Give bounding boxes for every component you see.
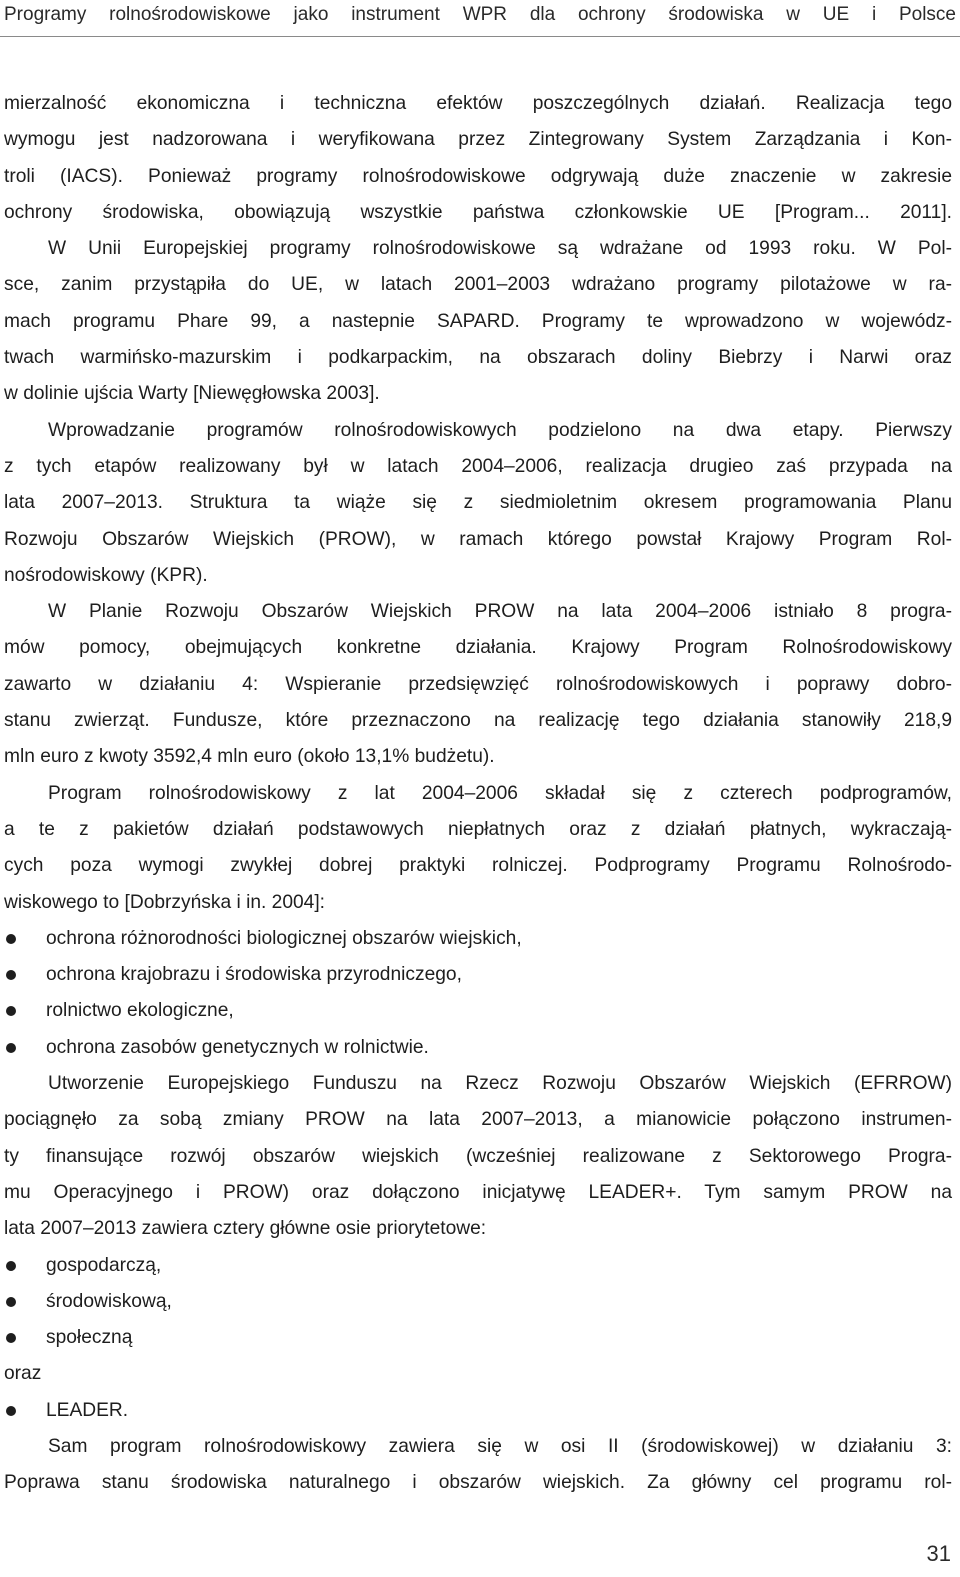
text-line: Program rolnośrodowiskowy z lat 2004–2006 składał się z czterech podprogramów, bbox=[48, 782, 952, 804]
text-line: troli (IACS). Ponieważ programy rolnośrodowiskowe odgrywają duże znaczenie w zakresie bbox=[4, 165, 952, 187]
text-line: lata 2007–2013 zawiera cztery główne osie priorytetowe: bbox=[4, 1218, 487, 1240]
running-header bbox=[0, 0, 960, 37]
text-line: mów pomocy, obejmujących konkretne działania. Krajowy Program Rolnośrodowiskowy bbox=[4, 637, 952, 659]
bullet-item: rolnictwo ekologiczne, bbox=[4, 993, 952, 1029]
text-line: z tych etapów realizowany był w latach 2004–2006, realizacja drugieo zaś przypada na bbox=[4, 455, 952, 477]
text-line: nośrodowiskowy (KPR). bbox=[4, 564, 208, 586]
text-line: a te z pakietów działań podstawowych niepłatnych oraz z działań płatnych, wykraczają- bbox=[4, 818, 952, 840]
text-line: mach programu Phare 99, a nastepnie SAPARD. Programy te wprowadzono w wojewódz- bbox=[4, 310, 952, 332]
bullet-item: społeczną bbox=[4, 1320, 952, 1356]
bullet-item: LEADER. bbox=[4, 1393, 952, 1429]
text-line: Poprawa stanu środowiska naturalnego i obszarów wiejskich. Za główny cel programu rol- bbox=[4, 1472, 952, 1494]
text-line: ty finansujące rozwój obszarów wiejskich (wcześniej realizowane z Sektorowego Progra- bbox=[4, 1145, 952, 1167]
text-line: Sam program rolnośrodowiskowy zawiera się w osi II (środowiskowej) w działaniu 3: bbox=[48, 1435, 952, 1457]
text-line: W Unii Europejskiej programy rolnośrodowiskowe są wdrażane od 1993 roku. W Pol- bbox=[48, 238, 952, 260]
text-line: Rozwoju Obszarów Wiejskich (PROW), w ramach którego powstał Krajowy Program Rol- bbox=[4, 528, 952, 550]
bullet-item: gospodarczą, bbox=[4, 1248, 952, 1284]
header-title: Programy rolnośrodowiskowe jako instrument WPR dla ochrony środowiska w UE i Polsce bbox=[4, 4, 956, 25]
body-text bbox=[4, 86, 952, 1502]
text-line: wymogu jest nadzorowana i weryfikowana przez Zintegrowany System Zarządzania i Kon- bbox=[4, 129, 952, 151]
text-line: twach warmińsko-mazurskim i podkarpackim, na obszarach doliny Biebrzy i Narwi oraz bbox=[4, 347, 952, 369]
text-line: mu Operacyjnego i PROW) oraz dołączono inicjatywę LEADER+. Tym samym PROW na bbox=[4, 1181, 952, 1203]
text-line: W Planie Rozwoju Obszarów Wiejskich PROW na lata 2004–2006 istniało 8 progra- bbox=[48, 601, 952, 623]
text-line: sce, zanim przystąpiła do UE, w latach 2001–2003 wdrażano programy pilotażowe w ra- bbox=[4, 274, 952, 296]
text-line: Utworzenie Europejskiego Funduszu na Rzecz Rozwoju Obszarów Wiejskich (EFRROW) bbox=[48, 1073, 952, 1095]
bullet-item: ochrona zasobów genetycznych w rolnictwie. bbox=[4, 1030, 952, 1066]
text-line: ochrony środowiska, obowiązują wszystkie państwa członkowskie UE [Program... 2011]. bbox=[4, 201, 952, 223]
text-line: cych poza wymogi zwykłej dobrej praktyki rolniczej. Podprogramy Programu Rolnośrodo- bbox=[4, 855, 952, 877]
text-line: wiskowego to [Dobrzyńska i in. 2004]: bbox=[4, 891, 326, 913]
text-line: zawarto w działaniu 4: Wspieranie przedsięwzięć rolnośrodowiskowych i poprawy dobro- bbox=[4, 673, 952, 695]
text-line: stanu zwierząt. Fundusze, które przeznaczono na realizację tego działania stanowiły 218,9 bbox=[4, 710, 952, 732]
text-line: pociągnęło za sobą zmiany PROW na lata 2007–2013, a mianowicie połączono instrumen- bbox=[4, 1109, 952, 1131]
text-line: lata 2007–2013. Struktura ta wiąże się z siedmioletnim okresem programowania Planu bbox=[4, 492, 952, 514]
text-line: oraz bbox=[4, 1363, 42, 1385]
text-line: Wprowadzanie programów rolnośrodowiskowych podzielono na dwa etapy. Pierwszy bbox=[48, 419, 952, 441]
bullet-item: ochrona krajobrazu i środowiska przyrodniczego, bbox=[4, 957, 952, 993]
page-number: 31 bbox=[926, 1541, 951, 1566]
text-line: mln euro z kwoty 3592,4 mln euro (około 13,1% budżetu). bbox=[4, 746, 495, 768]
text-line: mierzalność ekonomiczna i techniczna efektów poszczególnych działań. Realizacja tego bbox=[4, 93, 952, 114]
text-line: w dolinie ujścia Warty [Niewęgłowska 2003]. bbox=[4, 383, 380, 405]
bullet-item: środowiskową, bbox=[4, 1284, 952, 1320]
bullet-item: ochrona różnorodności biologicznej obszarów wiejskich, bbox=[4, 921, 952, 957]
